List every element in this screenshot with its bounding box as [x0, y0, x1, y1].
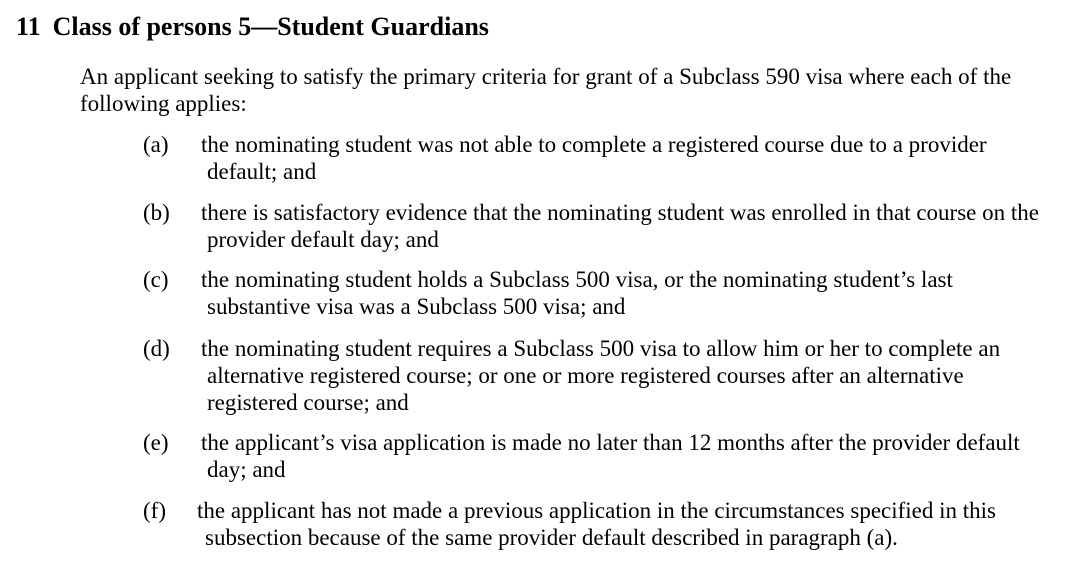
paragraph-label: (f) — [143, 498, 166, 523]
paragraph-text: the nominating student holds a Subclass 500 visa, or the nominating student’s last substantive visa was a Subclass 500 visa; and — [201, 267, 953, 319]
paragraph-label: (a) — [143, 132, 169, 157]
paragraph-b — [143, 199, 1043, 253]
paragraph-label: (c) — [143, 267, 169, 292]
paragraph-f — [143, 497, 1043, 551]
paragraph-text: the applicant’s visa application is made no later than 12 months after the provider default day; and — [201, 430, 1020, 482]
paragraph-text: the nominating student requires a Subclass 500 visa to allow him or her to complete an alternative registered course; or one or more registered courses after an alternative registered course; and — [201, 336, 1001, 415]
paragraph-d — [143, 335, 1043, 416]
paragraph-text: the nominating student was not able to complete a registered course due to a provider default; and — [201, 132, 987, 184]
paragraph-text: the applicant has not made a previous application in the circumstances specified in this subsection because of the same provider default described in paragraph (a). — [197, 498, 997, 550]
section-title: Class of persons 5—Student Guardians — [52, 12, 489, 41]
paragraph-label: (d) — [143, 336, 170, 361]
paragraph-text: there is satisfactory evidence that the nominating student was enrolled in that course on the provider default day; and — [201, 200, 1039, 252]
paragraph-e — [143, 429, 1043, 483]
intro-paragraph: An applicant seeking to satisfy the primary criteria for grant of a Subclass 590 visa where each of the following applies: — [80, 64, 1012, 116]
section-heading — [16, 10, 489, 44]
section-number: 11 — [16, 12, 41, 41]
paragraph-label: (b) — [143, 200, 170, 225]
paragraph-label: (e) — [143, 430, 169, 455]
paragraph-c — [143, 266, 1043, 320]
paragraph-a — [143, 131, 1043, 185]
